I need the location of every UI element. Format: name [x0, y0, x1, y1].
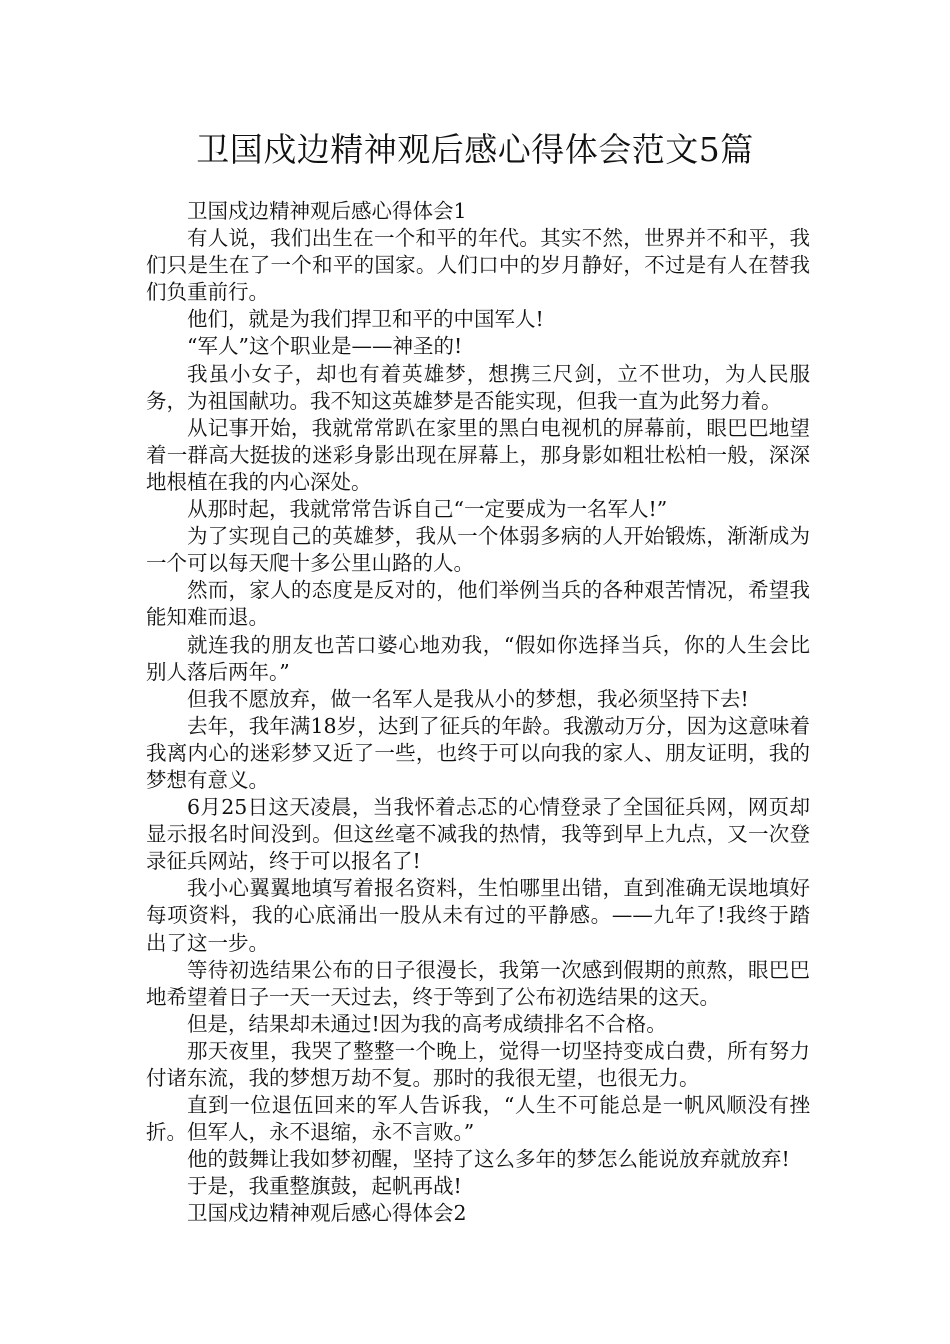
paragraph: “军人”这个职业是——神圣的! — [187, 334, 463, 359]
paragraph: 然而，家人的态度是反对的，他们举例当兵的各种艰苦情况，希望我能知难而退。 — [146, 578, 810, 630]
paragraph: 直到一位退伍回来的军人告诉我，“人生不可能总是一帆风顺没有挫折。但军人，永不退缩，永不言败。” — [146, 1093, 810, 1145]
paragraph: 6月25日这天凌晨，当我怀着忐忑的心情登录了全国征兵网，网页却显示报名时间没到。但这丝毫不减我的热情，我等到早上九点，又一次登录征兵网站，终于可以报名了! — [146, 795, 810, 874]
section-heading-1: 卫国戍边精神观后感心得体会1 — [187, 199, 467, 223]
paragraph: 但是，结果却未通过!因为我的高考成绩排名不合格。 — [187, 1011, 667, 1036]
document-body — [146, 198, 810, 1228]
paragraph: 等待初选结果公布的日子很漫长，我第一次感到假期的煎熬，眼巴巴地希望着日子一天一天过去，终于等到了公布初选结果的这天。 — [146, 957, 810, 1009]
paragraph: 去年，我年满18岁，达到了征兵的年龄。我激动万分，因为这意味着我离内心的迷彩梦又近了一些，也终于可以向我的家人、朋友证明，我的梦想有意义。 — [146, 713, 810, 792]
paragraph: 就连我的朋友也苦口婆心地劝我，“假如你选择当兵，你的人生会比别人落后两年。” — [146, 632, 810, 684]
paragraph: 他们，就是为我们捍卫和平的中国军人! — [187, 307, 544, 332]
paragraph: 我虽小女子，却也有着英雄梦，想携三尺剑，立不世功，为人民服务，为祖国献功。我不知这英雄梦是否能实现，但我一直为此努力着。 — [146, 361, 810, 413]
paragraph: 那天夜里，我哭了整整一个晚上，觉得一切坚持变成白费，所有努力付诸东流，我的梦想万劫不复。那时的我很无望，也很无力。 — [146, 1038, 810, 1090]
section-heading-2: 卫国戍边精神观后感心得体会2 — [187, 1201, 467, 1226]
paragraph: 从那时起，我就常常告诉自己“一定要成为一名军人!” — [187, 497, 668, 522]
paragraph: 但我不愿放弃，做一名军人是我从小的梦想，我必须坚持下去! — [187, 686, 749, 711]
paragraph: 为了实现自己的英雄梦，我从一个体弱多病的人开始锻炼，渐渐成为一个可以每天爬十多公里山路的人。 — [146, 524, 810, 576]
paragraph: 有人说，我们出生在一个和平的年代。其实不然，世界并不和平，我们只是生在了一个和平的国家。人们口中的岁月静好，不过是有人在替我们负重前行。 — [146, 226, 810, 305]
paragraph: 他的鼓舞让我如梦初醒，坚持了这么多年的梦怎么能说放弃就放弃! — [187, 1147, 790, 1172]
paragraph: 于是，我重整旗鼓，起帆再战! — [187, 1174, 462, 1199]
document-title: 卫国戍边精神观后感心得体会范文5篇 — [196, 130, 754, 169]
paragraph: 我小心翼翼地填写着报名资料，生怕哪里出错，直到准确无误地填好每项资料，我的心底涌出一股从未有过的平静感。——九年了!我终于踏出了这一步。 — [146, 876, 810, 955]
paragraph: 从记事开始，我就常常趴在家里的黑白电视机的屏幕前，眼巴巴地望着一群高大挺拔的迷彩身影出现在屏幕上，那身影如粗壮松柏一般，深深地根植在我的内心深处。 — [146, 415, 810, 494]
